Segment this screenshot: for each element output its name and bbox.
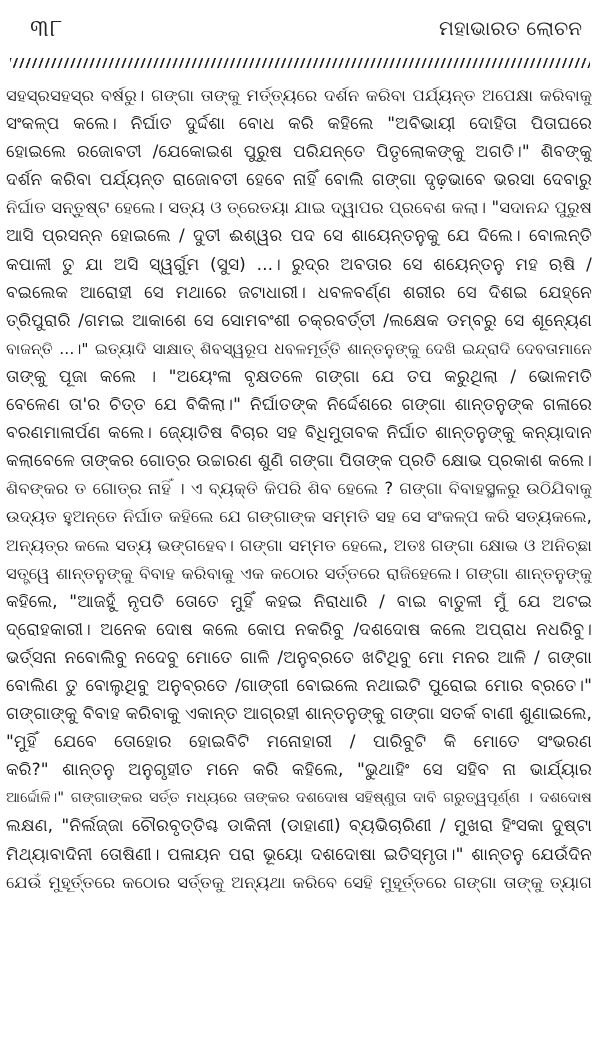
text-line: ବରଣମାଳାର୍ପଣ କଲେ। ଜ୍ୟୋତିଷ ବିଚାର ସହ ବିଧିମୁତାବକ ନିର୍ଘାତ ଶାନ୍ତନୁଙ୍କୁ କନ୍ୟାଦାନ bbox=[6, 423, 592, 444]
text-line: ହୋଇଲେ ରଜୋବତୀ /ଯେକୋଇଶ ପୁରୁଷ ପରିଯନ୍ତେ ପିତୃଲୋକଙ୍କୁ ଅଗତି।" ଶିବଙ୍କୁ bbox=[6, 142, 592, 163]
page-header bbox=[30, 14, 582, 50]
text-line: "ମୁହିଁ ଯେବେ ତୋହୋର ହୋଇବିଟି ମନୋହାରୀ / ପାରିବୁଟି କି ମୋତେ ସଂଭରଣ bbox=[6, 732, 592, 753]
text-line: ବେଳେଣ ତା'ର ଚିତ୍ତ ଯେ ବିକିଲା।" ନିର୍ଘାତଙ୍କ ନିର୍ଦ୍ଦେଶରେ ଗଙ୍ଗା ଶାନ୍ତନୁଙ୍କ ଗଳାରେ bbox=[6, 395, 592, 416]
text-line: ବଇଲେକ ଆରୋହୀ ସେ ମଥାରେ ଜଟାଧାରୀ। ଧବଳବର୍ଣ୍ଣ ଶରୀର ସେ ଦିଶଇ ଯେହ୍ନେ bbox=[6, 282, 592, 303]
text-line: କଲାବେଳେ ତାଙ୍କର ଗୋତ୍ର ଉଚ୍ଚାରଣ ଶୁଣି ଗଙ୍ଗା ପିତାଙ୍କ ପ୍ରତି କ୍ଷୋଭ ପ୍ରକାଶ କଲେ। bbox=[6, 451, 592, 472]
text-line: ମିଥ୍ୟାବାଦିନୀ ତୋଷିଣୀ। ପଳାୟନ ପରା ଭୂୟୋ ଦଶଦୋଷା ଇତିସ୍ମୃତା।" ଶାନ୍ତନୁ ଯେଉଁଦିନ bbox=[6, 844, 592, 865]
text-line: ଦର୍ଶନ କରିବା ପର୍ଯ୍ୟନ୍ତ ରାଜୋବତୀ ହେବେ ନାହିଁ ବୋଲି ଗଙ୍ଗା ଦୃଢ଼ଭାବେ ଭରସା ଦେବାରୁ bbox=[6, 170, 592, 191]
text-line: ସହସ୍ରସହସ୍ର ବର୍ଷରୁ। ଗଙ୍ଗା ତାଙ୍କୁ ମର୍ତ୍ତ୍ୟରେ ଦର୍ଶନ କରିବା ପର୍ଯ୍ୟନ୍ତ ଅପେକ୍ଷା କରିବାକୁ bbox=[6, 86, 592, 105]
text-line: ଦ୍ରୋହକାରୀ। ଅନେକ ଦୋଷ କଲେ କୋପ ନକରିବୁ /ଦଶଦୋଷ କଲେ ଅପ୍ରାଧ ନଧରିବୁ। bbox=[6, 619, 592, 640]
text-line: ଲକ୍ଷଣ, "ନିର୍ଲଜ୍ଜା ଚୌରବୃତ୍ତିଶ୍ଚ ଡାକିନୀ (ଡାହାଣୀ) ବ୍ୟଭିଚାରିଣୀ / ମୁଖରା ହିଂସକା ଦୁଷ୍ଟା bbox=[6, 816, 592, 837]
text-line: ଆସି ପ୍ରସନ୍ନ ହୋଇଲେ / ଦୁତୀ ଈଶ୍ୱର ପଦ ସେ ଶାୟେନ୍ତନୁକୁ ଯେ ଦିଲେ। ବୋଲନ୍ତି bbox=[6, 226, 592, 247]
text-line: ସଂକଳ୍ପ କଲେ। ନିର୍ଘାତ ଦୁର୍ଦ୍ଦଶା ବୋଧ କରି କହିଲେ "ଅବିଭାୟୀ ଦୋହିତା ପିତାଘରେ bbox=[6, 114, 592, 135]
text-line: କରି?" ଶାନ୍ତନୁ ଅନୁଗୃହୀତ ମନେ କରି କହିଲେ, "ଭୁଥାହିଂ ସେ ସହିବ ନା ଭାର୍ଯ୍ୟାର bbox=[6, 760, 592, 781]
text-line: ଗଙ୍ଗାଙ୍କୁ ବିବାହ କରିବାକୁ ଏକାନ୍ତ ଆଗ୍ରହୀ ଶାନ୍ତନୁଙ୍କୁ ଗଙ୍ଗା ସତର୍କ ବାଣୀ ଶୁଣାଇଲେ, bbox=[6, 704, 592, 725]
text-line: ନିର୍ଘାତ ସନ୍ତୁଷ୍ଟ ହେଲେ। ସତ୍ୟ ଓ ତ୍ରେତୟା ଯାଇ ଦ୍ୱାପର ପ୍ରବେଶ କଲା। "ସଦାନନ୍ଦ ପୁରୁଷ bbox=[6, 198, 592, 218]
text-line: ସତ୍ତ୍ୱେ ଶାନ୍ତନୁଙ୍କୁ ବିବାହ କରିବାକୁ ଏକ କଠୋର ସର୍ତ୍ତରେ ରାଜିହେଲେ। ଗଙ୍ଗା ଶାନ୍ତନୁଙ୍କୁ bbox=[6, 563, 592, 583]
text-line: ତାଙ୍କୁ ପୂଜା କଲେ । "ଅୟେଂଳା ବୃକ୍ଷତଳେ ଗଙ୍ଗା ଯେ ତପ କରୁଥିଲା / ଭୋଳମତି bbox=[6, 366, 592, 387]
decorative-hatched-rule bbox=[10, 58, 590, 68]
text-line: ଆର୍ଦ୍ଦୋଳି।" ଗଙ୍ଗାଙ୍କର ସର୍ତ୍ତ ମଧ୍ୟରେ ତାଙ୍କର ଦଶଦୋଷ ସହିଷ୍ଣୁତା ଦାବି ଗରୁତ୍ୱପୂର୍ଣ୍ଣ । ଦଶଦୋଷ bbox=[6, 790, 592, 807]
running-title: ମହାଭାରତ ଲୋଚନ bbox=[438, 16, 582, 40]
text-line: ବୋଲିଣ ତୁ ବୋଲୁଥିବୁ ଅନୁବ୍ରତେ /ଗାଙ୍ଗୀ ବୋଇଲେ ନଥାଇଟି ପୁରୋଇ ମୋର ବ୍ରତେ।" bbox=[6, 675, 592, 696]
text-line: ଉଦ୍ୟତ ହୁଅନ୍ତେ ନିର୍ଘାତ କହିଲେ ଯେ ଗଙ୍ଗାଙ୍କ ସମ୍ମତି ସହ ସେ ସଂକଳ୍ପ କରି ସତ୍ୟକଲେ, bbox=[6, 507, 592, 527]
text-line: ଯେଉଁ ମୁହୂର୍ତ୍ତରେ କଠୋର ସର୍ତ୍ତକୁ ଅନ୍ୟଥା କରିବେ ସେହି ମୁହୂର୍ତ୍ତରେ ଗଙ୍ଗା ତାଙ୍କୁ ତ୍ୟାଗ bbox=[6, 872, 592, 892]
text-line: ଶିବଙ୍କର ତ ଗୋତ୍ର ନାହିଁ । ଏ ବ୍ୟକ୍ତି କିପରି ଶିବ ହେଲେ ? ଗଙ୍ଗା ବିବାହସ୍ଥଳରୁ ଉଠିଯିବାକୁ bbox=[6, 479, 592, 499]
body-text bbox=[6, 82, 592, 897]
page-number: ୩୮ bbox=[30, 14, 64, 42]
text-line: ଭର୍ତ୍ସନା ନବୋଲିବୁ ନଦେବୁ ମୋତେ ଗାଳି /ଅନୁବ୍ରତେ ଖଟିଥିବୁ ମୋ ମନର ଆଳି / ଗଙ୍ଗା bbox=[6, 647, 592, 668]
text-line: ବାଜନ୍ତି ...।" ଇତ୍ୟାଦି ସାକ୍ଷାତ୍ ଶିବସ୍ୱରୂପ ଧବଳମୂର୍ତ୍ତି ଶାନ୍ତନୁଙ୍କୁ ଦେଖି ଇନ୍ଦ୍ରାଦି ଦେବତାମାନେ bbox=[6, 339, 592, 358]
text-line: କହିଲେ, "ଆଜହୁଁ ନୃପତି ତୋତେ ମୁହିଁ କହଇ ନିରାଧାରି / ବାଇ ବାତୁଳୀ ମୁଁ ଯେ ଅଟଇ bbox=[6, 591, 592, 612]
text-line: ତ୍ରିପୁରାରି /ଗମଇ ଆକାଶେ ସେ ସୋମବଂଶୀ ଚକ୍ରବର୍ତ୍ତୀ /ଲକ୍ଷେକ ଡମ୍ବରୁ ସେ ଶୂନ୍ୟେଣ bbox=[6, 310, 592, 331]
text-line: ଅନ୍ୟତ୍ର କଲେ ସତ୍ୟ ଭଙ୍ଗହେବ। ଗଙ୍ଗା ସମ୍ମତ ହେଲେ, ଅତଃ ଗଙ୍ଗା କ୍ଷୋଭ ଓ ଅନିଚ୍ଛା bbox=[6, 535, 592, 555]
text-line: କପାଳୀ ତୁ ଯା ଅସି ସ୍ୱର୍ଗୁମ (ସୁସ) ...। ରୁଦ୍ର ଅବତାର ସେ ଶୟେନ୍ତନୁ ମହ ଋଷି / bbox=[6, 254, 592, 275]
